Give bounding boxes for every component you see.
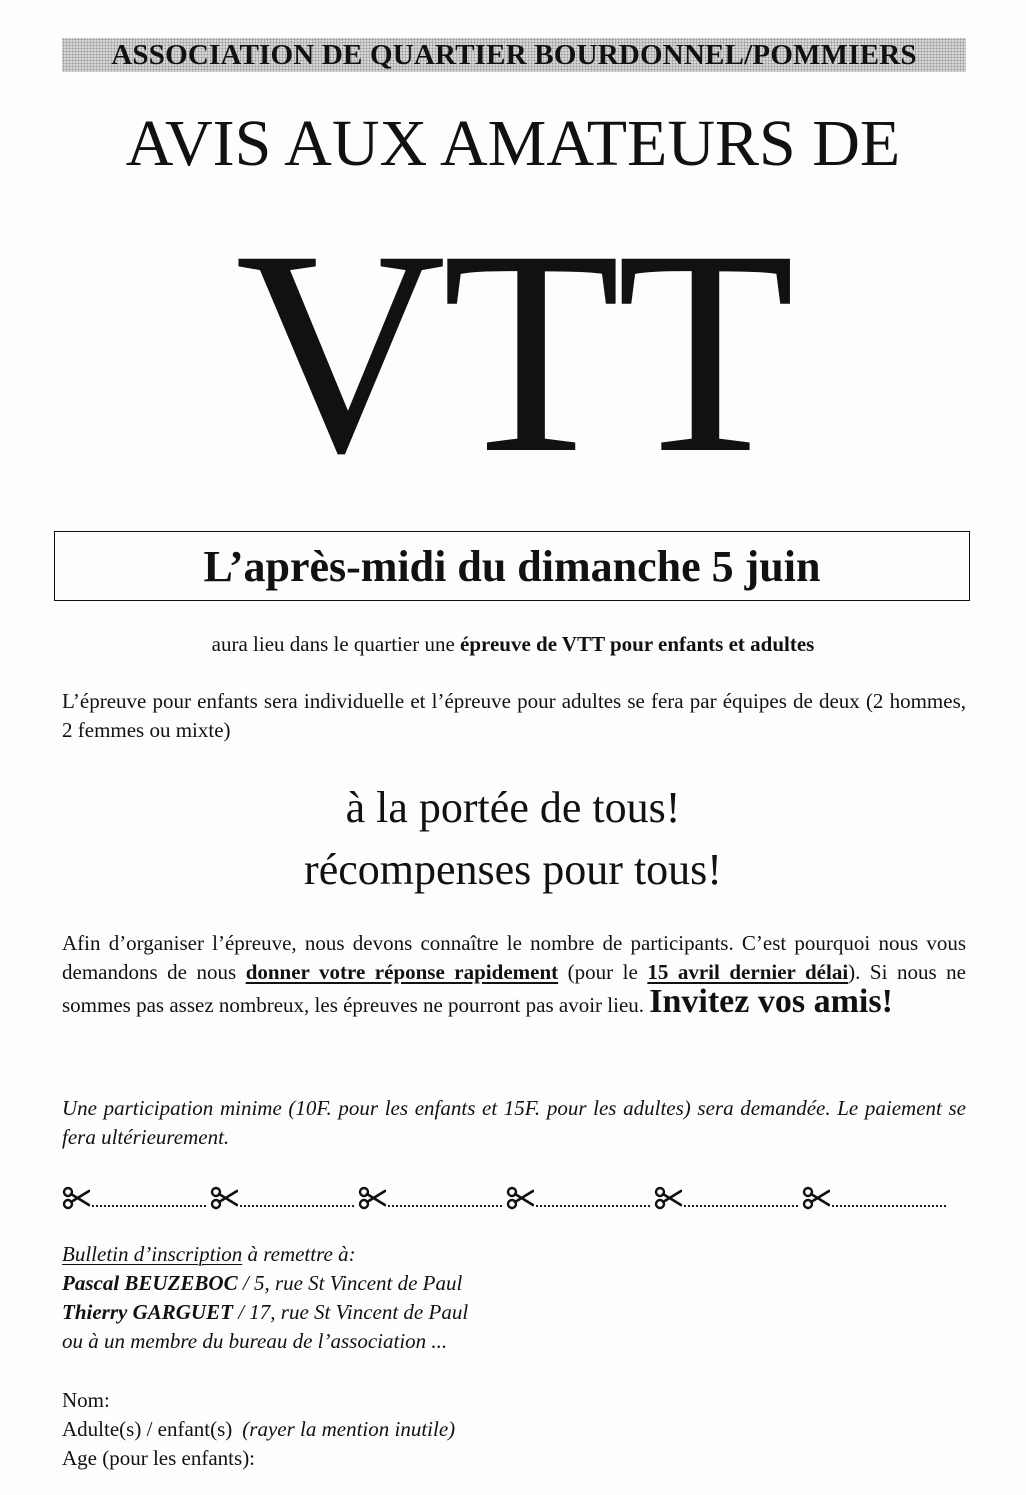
dotted-cut-line bbox=[92, 1204, 206, 1207]
cut-segment bbox=[654, 1186, 802, 1212]
form-name-label: Nom: bbox=[62, 1388, 110, 1412]
cut-segment bbox=[358, 1186, 506, 1212]
scissors-icon bbox=[506, 1186, 534, 1210]
dotted-cut-line bbox=[684, 1204, 798, 1207]
para2-part3: ). Si nous ne sommes pas assez nombreux, les épreuves ne pourront pas avoir lieu. bbox=[62, 960, 966, 1017]
dotted-cut-line bbox=[388, 1204, 502, 1207]
bulletin-label-rest: à remettre à: bbox=[242, 1242, 356, 1266]
bulletin-label bbox=[62, 1240, 966, 1269]
scissors-icon bbox=[62, 1186, 90, 1210]
dotted-cut-line bbox=[536, 1204, 650, 1207]
paragraph-payment: Une participation minime (10F. pour les enfants et 15F. pour les adultes) sera demandée. Le paiement se fera ultérieurement. bbox=[62, 1096, 966, 1149]
big-title: VTT bbox=[235, 191, 791, 514]
bulletin-label-underlined: Bulletin d’inscription bbox=[62, 1242, 243, 1266]
cut-segment bbox=[802, 1186, 950, 1212]
para2-underline-deadline: 15 avril dernier délai bbox=[647, 960, 849, 984]
invite-friends: Invitez vos amis! bbox=[649, 983, 893, 1020]
paragraph-organisation bbox=[62, 929, 966, 1020]
association-name: ASSOCIATION DE QUARTIER BOURDONNEL/POMMIERS bbox=[111, 38, 917, 71]
contact-2-name: Thierry GARGUET bbox=[62, 1300, 233, 1324]
form-adult-label: Adulte(s) / enfant(s) bbox=[62, 1417, 233, 1441]
intro-line bbox=[40, 630, 986, 658]
contact-2 bbox=[62, 1298, 966, 1327]
cut-segment bbox=[62, 1186, 210, 1212]
scissors-icon bbox=[654, 1186, 682, 1210]
bulletin-section bbox=[62, 1240, 966, 1356]
form-adult-child bbox=[62, 1415, 966, 1444]
slogan-2: récompenses pour tous! bbox=[304, 845, 722, 894]
intro-normal: aura lieu dans le quartier une bbox=[211, 632, 461, 656]
form-age-label: Age (pour les enfants): bbox=[62, 1446, 256, 1470]
date-text: L’après-midi du dimanche 5 juin bbox=[203, 541, 821, 591]
contact-1-address: / 5, rue St Vincent de Paul bbox=[237, 1271, 463, 1295]
contact-1 bbox=[62, 1269, 966, 1298]
slogan-1: à la portée de tous! bbox=[345, 783, 681, 832]
para2-part2: (pour le bbox=[558, 960, 648, 984]
intro-bold: épreuve de VTT pour enfants et adultes bbox=[460, 632, 815, 656]
scissors-icon bbox=[358, 1186, 386, 1210]
scissors-icon bbox=[802, 1186, 830, 1210]
scissors-icon bbox=[210, 1186, 238, 1210]
cut-line bbox=[62, 1178, 952, 1212]
paragraph-teams: L’épreuve pour enfants sera individuelle et l’épreuve pour adultes se fera par équipes de deux (2 hommes, 2 femmes ou mixte) bbox=[62, 689, 966, 742]
dotted-cut-line bbox=[240, 1204, 354, 1207]
cut-segment bbox=[506, 1186, 654, 1212]
date-box bbox=[54, 531, 970, 601]
title-line: AVIS AUX AMATEURS DE bbox=[125, 107, 901, 180]
para2-underline-rapid: donner votre réponse rapidement bbox=[245, 960, 559, 984]
contact-1-name: Pascal BEUZEBOC bbox=[62, 1271, 238, 1295]
dotted-cut-line bbox=[832, 1204, 946, 1207]
cut-segment bbox=[210, 1186, 358, 1212]
contact-2-address: / 17, rue St Vincent de Paul bbox=[232, 1300, 469, 1324]
para2-part1: Afin d’organiser l’épreuve, nous devons connaître le nombre de participants. C’est pourquoi nous vous demandons de nous bbox=[62, 931, 966, 984]
form-adult-note: (rayer la mention inutile) bbox=[242, 1417, 456, 1441]
association-banner bbox=[62, 38, 966, 72]
association-member-line: ou à un membre du bureau de l’association ... bbox=[62, 1329, 448, 1353]
registration-form bbox=[62, 1386, 966, 1473]
